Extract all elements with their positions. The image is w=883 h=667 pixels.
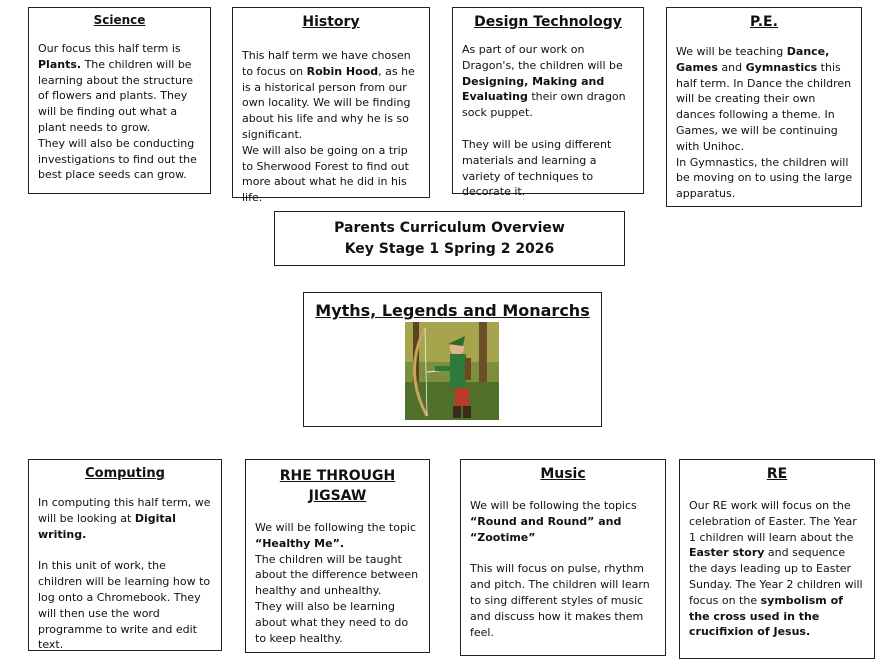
science-panel: [28, 7, 211, 194]
rhe-title: RHE THROUGH JIGSAW: [279, 468, 396, 504]
rhe-paragraph-2: The children will be taught about the difference between healthy and unhealthy.: [255, 552, 419, 598]
science-body: [29, 41, 210, 183]
topic-panel: [303, 292, 602, 427]
pe-paragraph-1: We will be teaching Dance, Games and Gymnastics this half term. In Dance the children will be creating their own dances following a theme. In Games, we will be continuing with Unihoc.: [676, 45, 852, 153]
robin-hood-image: [405, 322, 499, 420]
rhe-paragraph-1: We will be following the topic “Healthy Me”.: [255, 521, 417, 550]
music-paragraph-1: We will be following the topics “Round and Round” and “Zootime”: [470, 499, 637, 544]
computing-body: [29, 495, 221, 653]
computing-title: Computing: [85, 466, 165, 481]
science-title: Science: [93, 13, 146, 27]
pe-title: P.E.: [750, 14, 778, 30]
overview-line-2: Key Stage 1 Spring 2 2026: [344, 241, 555, 257]
pe-panel: [666, 7, 862, 207]
science-paragraph-2: They will also be conducting investigations to find out the best place seeds can grow.: [38, 136, 197, 182]
overview-banner: [274, 211, 625, 266]
rhe-paragraph-3: They will also be learning about what they need to do to keep healthy.: [255, 599, 409, 645]
history-panel: [232, 7, 430, 205]
design-technology-panel: [452, 7, 644, 199]
topic-title: Myths, Legends and Monarchs: [315, 301, 590, 320]
computing-paragraph-2: In this unit of work, the children will be learning how to log onto a Chromebook. They will then use the word programme to write and edit text.: [38, 559, 211, 652]
overview-line-1: Parents Curriculum Overview: [334, 220, 565, 236]
dt-paragraph-2: They will be using different materials and learning a variety of techniques to decorate it.: [462, 137, 612, 199]
computing-paragraph-1: In computing this half term, we will be looking at Digital writing.: [38, 496, 211, 541]
music-paragraph-2: This will focus on pulse, rhythm and pitch. The children will learn to sing different styles of music and discuss how it makes them feel.: [470, 562, 650, 639]
music-title: Music: [540, 466, 586, 482]
pe-body: [667, 44, 861, 202]
dt-paragraph-1: As part of our work on Dragon's, the children will be Designing, Making and Evaluating their own dragon sock puppet.: [462, 43, 626, 120]
dt-body: [453, 42, 643, 200]
science-paragraph-1: Our focus this half term is Plants. The children will be learning about the structure of flowers and plants. They will be finding out what a plant needs to grow.: [38, 42, 194, 134]
dt-title: Design Technology: [474, 14, 622, 30]
re-panel: [679, 459, 875, 659]
pe-paragraph-2: In Gymnastics, the children will be moving on to using the large apparatus.: [676, 155, 853, 201]
robin-hood-illustration: [405, 322, 499, 420]
history-title: History: [302, 14, 360, 30]
music-body: [461, 498, 665, 640]
rhe-body: [246, 520, 429, 646]
history-paragraph-1: This half term we have chosen to focus on Robin Hood, as he is a historical person from our own locality. We will be finding about his life and why he is so significant.: [242, 49, 415, 141]
re-paragraph-1: Our RE work will focus on the celebration of Easter. The Year 1 children will learn about the Easter story and sequence the days leading up to Easter Sunday. The Year 2 children will focus on the symbolism of the cross used in the crucifixion of Jesus.: [689, 499, 863, 639]
history-body: [233, 48, 429, 206]
music-panel: [460, 459, 666, 656]
computing-panel: [28, 459, 222, 651]
re-body: [680, 498, 874, 640]
history-paragraph-2: We will also be going on a trip to Sherwood Forest to find out more about what he did in his life.: [242, 143, 409, 205]
rhe-panel: [245, 459, 430, 653]
re-title: RE: [766, 466, 788, 482]
